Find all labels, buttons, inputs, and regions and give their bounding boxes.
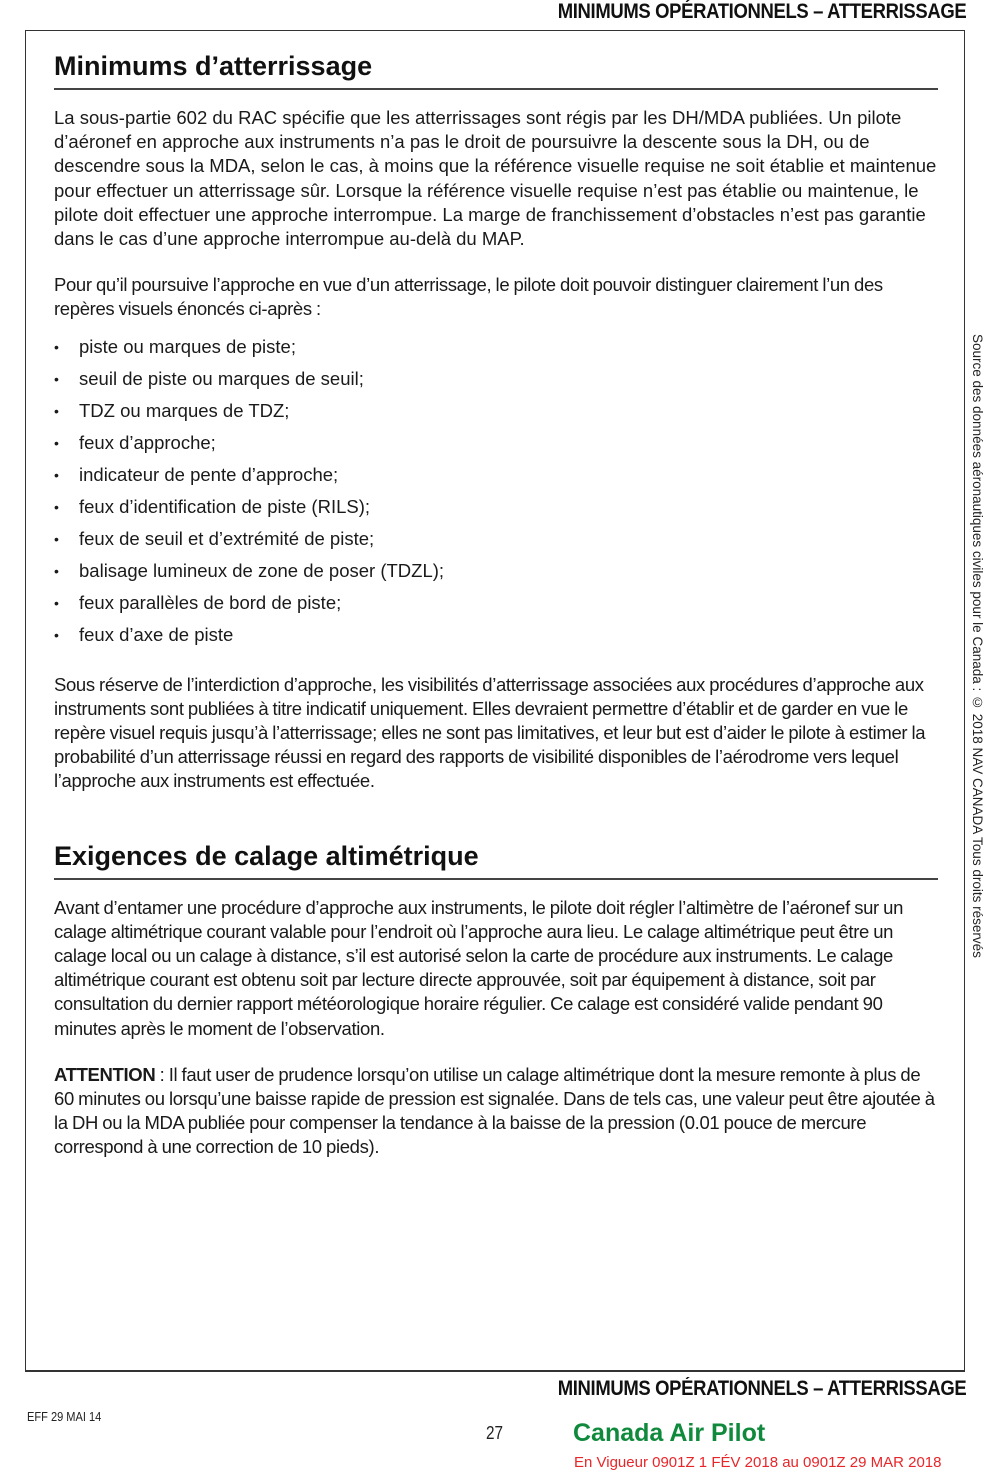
list-item: • TDZ ou marques de TDZ; bbox=[54, 395, 938, 427]
bullet-icon: • bbox=[54, 562, 59, 579]
paragraph-caution bbox=[54, 1063, 938, 1160]
bullet-icon: • bbox=[54, 498, 59, 515]
bullet-icon: • bbox=[54, 626, 59, 643]
running-header-title: MINIMUMS OPÉRATIONNELS – ATTERRISSAGE bbox=[557, 0, 966, 23]
paragraph-altimeter-setting: Avant d’entamer une procédure d’approche aux instruments, le pilote doit régler l’altimètre de l’aéronef sur un calage altimétrique courant valable pour l’endroit où l’approche aura lieu. Le calage altimétrique peut être un calage local ou un calage à distance, s’il est autorisé selon la carte de procédure aux instruments. Le calage altimétrique courant est obtenu soit par lecture directe approuvée, soit par équipement à distance, soit par consultation du dernier rapport météorologique horaire régulier. Ce calage est considéré valide pendant 90 minutes après le moment de l’observation. bbox=[54, 896, 904, 1039]
caution-label: ATTENTION bbox=[54, 1063, 156, 1085]
list-item: • feux d’approche; bbox=[54, 427, 938, 459]
publication-brand: Canada Air Pilot bbox=[573, 1419, 766, 1447]
bullet-icon: • bbox=[54, 402, 59, 419]
list-item: • feux parallèles de bord de piste; bbox=[54, 587, 938, 619]
page-number: 27 bbox=[486, 1423, 504, 1443]
section-title-altimeter-setting: Exigences de calage altimétrique bbox=[54, 838, 938, 880]
paragraph-rac-602: La sous-partie 602 du RAC spécifie que les atterrissages sont régis par les DH/MDA publiées. Un pilote d’aéronef en approche aux instruments n’a pas le droit de poursuivre la descente sous la DH, ou de descendre sous la MDA, selon le cas, à moins que la référence visuelle requise ne soit établie et maintenue pour effectuer un atterrissage sûr. Lorsque la référence visuelle requise n’est pas établie ou maintenue, le pilote doit effectuer une approche interrompue. La marge de franchissement d’obstacles n’est pas garantie dans le cas d’une approche interrompue au-delà du MAP. bbox=[54, 107, 937, 250]
list-item: • indicateur de pente d’approche; bbox=[54, 459, 938, 491]
bullet-icon: • bbox=[54, 434, 59, 451]
effective-date: EFF 29 MAI 14 bbox=[27, 1409, 102, 1424]
list-item: • feux de seuil et d’extrémité de piste; bbox=[54, 523, 938, 555]
section-altimeter-setting bbox=[54, 838, 938, 1160]
paragraph-visual-reference-intro: Pour qu’il poursuive l’approche en vue d’un atterrissage, le pilote doit pouvoir distinguer clairement l’un des repères visuels énoncés ci-après : bbox=[54, 274, 883, 320]
bullet-icon: • bbox=[54, 370, 59, 387]
paragraph-landing-visibility: Sous réserve de l’interdiction d’approche, les visibilités d’atterrissage associées aux procédures d’approche aux instruments sont publiées à titre indicatif uniquement. Elles devraient permettre d’établir et de garder en vue le repère visuel requis jusqu’à l’atterrissage; elles ne sont pas limitatives, et leur but est d’aider le pilote à estimer la probabilité d’un atterrissage réussi en regard des rapports de visibilité disponibles de l’aérodrome vers lequel l’approche aux instruments est effectuée. bbox=[54, 673, 926, 792]
list-item: • piste ou marques de piste; bbox=[54, 331, 938, 363]
list-item: • balisage lumineux de zone de poser (TDZL); bbox=[54, 555, 938, 587]
bullet-icon: • bbox=[54, 466, 59, 483]
page-content bbox=[54, 48, 938, 1160]
running-footer-title: MINIMUMS OPÉRATIONNELS – ATTERRISSAGE bbox=[557, 1377, 966, 1400]
bullet-icon: • bbox=[54, 338, 59, 355]
bullet-icon: • bbox=[54, 530, 59, 547]
section-landing-minima bbox=[54, 48, 938, 794]
visual-reference-list bbox=[54, 331, 938, 651]
list-item: • feux d’identification de piste (RILS); bbox=[54, 491, 938, 523]
section-title-landing-minima: Minimums d’atterrissage bbox=[54, 48, 938, 90]
caution-text: : Il faut user de prudence lorsqu’on utilise un calage altimétrique dont la mesure remonte à plus de 60 minutes ou lorsqu’une baisse rapide de pression est signalée. Dans de tels cas, une valeur peut être ajoutée à la DH ou la MDA publiée pour compenser la tendance à la baisse de la pression (0.01 pouce de mercure correspond à une correction de 10 pieds). bbox=[54, 1063, 935, 1158]
copyright-side-note: Source des données aéronautiques civiles pour le Canada : © 2018 NAV CANADA Tous droits réservés bbox=[970, 334, 985, 958]
bullet-icon: • bbox=[54, 594, 59, 611]
validity-period: En Vigueur 0901Z 1 FÉV 2018 au 0901Z 29 MAR 2018 bbox=[574, 1454, 942, 1471]
list-item: • feux d’axe de piste bbox=[54, 619, 938, 651]
list-item: • seuil de piste ou marques de seuil; bbox=[54, 363, 938, 395]
